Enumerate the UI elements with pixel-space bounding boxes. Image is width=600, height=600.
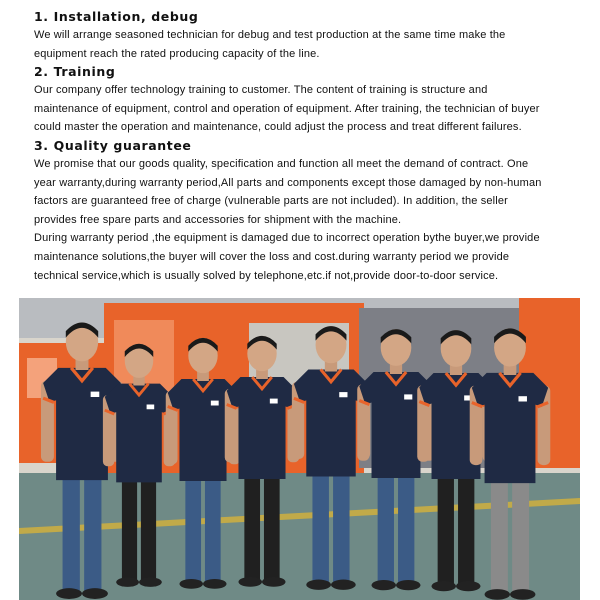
text-line: factors are guaranteed free of charge (vulnerable parts are not included). In addition, the seller: [34, 195, 508, 208]
person-shoe: [262, 577, 286, 587]
section-paragraph-quality-guarantee: [34, 155, 579, 285]
person-shoe: [456, 581, 480, 591]
person-shoe: [56, 588, 82, 599]
section-heading-training: 2. Training: [34, 64, 116, 80]
person-leg: [122, 481, 137, 581]
text-line: maintenance of equipment, control and operation of equipment. After training, the technician of buyer: [34, 102, 540, 115]
section-paragraph-installation: [34, 26, 579, 63]
person-leg: [205, 479, 221, 582]
person-shoe: [485, 589, 510, 600]
person-shoe: [510, 589, 535, 600]
person-shoe: [179, 579, 203, 589]
person-badge: [404, 394, 412, 399]
section-paragraph-training: [34, 81, 579, 137]
text-line: could master the operation and maintenance, could adjust the process and treat different failures.: [34, 121, 522, 134]
team-photo: [19, 298, 580, 600]
person-shoe: [306, 580, 331, 590]
text-line: equipment reach the rated producing capacity of the line.: [34, 47, 320, 60]
person-badge: [518, 396, 526, 401]
person-leg: [141, 481, 156, 581]
person-leg: [378, 476, 394, 583]
person-shoe: [432, 581, 456, 591]
person-leg: [438, 477, 454, 584]
person-leg: [185, 479, 201, 582]
text-line: We promise that our goods quality, specification and function all meet the demand of contract. One: [34, 157, 529, 170]
person-shoe: [372, 580, 396, 590]
article-text: [34, 8, 579, 285]
person-badge: [339, 392, 347, 397]
person-shoe: [139, 577, 162, 587]
text-line: technical service,which is usually solved by telephone,etc.if not,provide door-to-door service.: [34, 269, 499, 282]
person-leg: [491, 481, 508, 592]
person-badge: [91, 392, 100, 397]
person-leg: [398, 476, 414, 583]
person-leg: [458, 477, 474, 584]
person-badge: [211, 401, 219, 406]
text-line: We will arrange seasoned technician for debug and test production at the same time make the: [34, 29, 506, 41]
person-badge: [270, 399, 278, 404]
text-line: Our company offer technology training to customer. The content of training is structure and: [34, 84, 488, 97]
section-heading-quality-guarantee: 3. Quality guarantee: [34, 137, 192, 153]
person-shoe: [116, 577, 139, 587]
section-heading-installation: 1. Installation, debug: [34, 9, 199, 24]
person-shoe: [203, 579, 227, 589]
person-badge: [147, 405, 155, 410]
person-leg: [512, 481, 529, 592]
person-shoe: [396, 580, 420, 590]
person-shoe: [238, 577, 262, 587]
person-leg: [333, 475, 349, 583]
person-leg: [312, 475, 328, 583]
person-shoe: [331, 580, 356, 590]
text-line: year warranty,during warranty period,All parts and components except those damaged by non-human: [34, 176, 542, 189]
text-line: maintenance solutions,the buyer will cover the loss and cost.during warranty period we provide: [34, 250, 510, 263]
person-leg: [244, 477, 260, 580]
person-shoe: [82, 588, 108, 599]
person-leg: [84, 478, 101, 591]
text-line: During warranty period ,the equipment is damaged due to incorrect operation bythe buyer,we provide: [34, 232, 540, 245]
person-leg: [264, 477, 280, 580]
person-leg: [63, 478, 80, 591]
team-photo-illustration: [19, 298, 580, 600]
text-line: provides free spare parts and accessories for shipment with the machine.: [34, 213, 402, 226]
